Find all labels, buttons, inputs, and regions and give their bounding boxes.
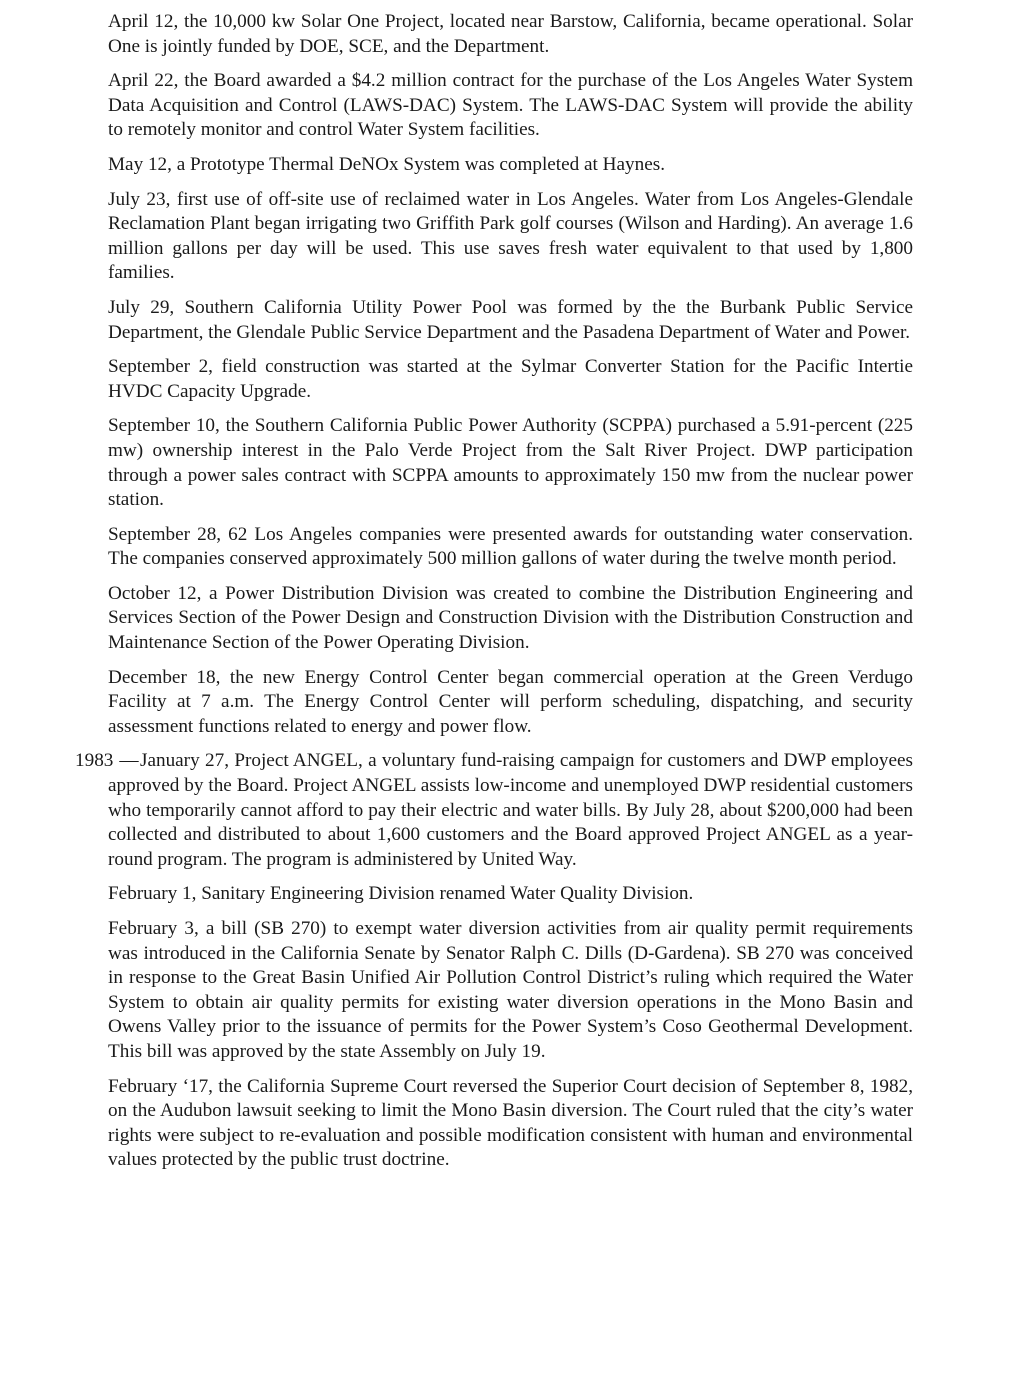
chronology-entries xyxy=(75,10,913,1183)
chronology-entry: December 18, the new Energy Control Center began commercial operation at the Green Verdugo Facility at 7 a.m. The Energy Control Center will perform scheduling, dispatching, and security assessment functions related to energy and power flow. xyxy=(108,666,913,737)
chronology-entry-text: January 27, Project ANGEL, a voluntary fund-raising campaign for customers and DWP employees approved by the Board. Project ANGEL assists low-income and unemployed DWP residential customers who temporarily cannot afford to pay their electric and water bills. By July 28, about $200,000 had been collected and distributed to about 1,600 customers and the Board approved Project ANGEL as a year-round program. The program is administered by United Way. xyxy=(108,750,913,870)
year-dash: — xyxy=(119,750,139,772)
chronology-entry: April 12, the 10,000 kw Solar One Project, located near Barstow, California, became operational. Solar One is jointly funded by DOE, SCE, and the Department. xyxy=(108,11,913,57)
chronology-entry: October 12, a Power Distribution Division was created to combine the Distribution Engineering and Services Section of the Power Design and Construction Division with the Distribution Construction and Maintenance Section of the Power Operating Division. xyxy=(108,582,913,654)
chronology-entry: May 12, a Prototype Thermal DeNOx System was completed at Haynes. xyxy=(108,153,666,175)
chronology-entry: September 28, 62 Los Angeles companies were presented awards for outstanding water conservation. The companies conserved approximately 500 million gallons of water during the twelve month period. xyxy=(108,523,913,570)
chronology-entry: February ‘17, the California Supreme Court reversed the Superior Court decision of September 8, 1982, on the Audubon lawsuit seeking to limit the Mono Basin diversion. The Court ruled that the city’s water rights were subject to re-evaluation and possible modification consistent with human and environmental values protected by the public trust doctrine. xyxy=(108,1075,913,1171)
chronology-entry: July 29, Southern California Utility Power Pool was formed by the the Burbank Public Service Department, the Glendale Public Service Department and the Pasadena Department of Water and Power. xyxy=(108,296,913,343)
chronology-entry: September 10, the Southern California Public Power Authority (SCPPA) purchased a 5.91-percent (225 mw) ownership interest in the Palo Verde Project from the Salt River Project. DWP participation through a power sales contract with SCPPA amounts to approximately 150 mw from the nuclear power station. xyxy=(108,415,913,511)
chronology-entry: February 3, a bill (SB 270) to exempt water diversion activities from air quality permit requirements was introduced in the California Senate by Senator Ralph C. Dills (D-Gardena). SB 270 was conceived in response to the Great Basin Unified Air Pollution Control District’s ruling which required the Water System to obtain air quality permits for existing water diversion operations in the Mono Basin and Owens Valley prior to the issuance of permits for the Power System’s Coso Geothermal Development. This bill was approved by the state Assembly on July 19. xyxy=(108,918,913,1062)
chronology-entry: September 2, field construction was started at the Sylmar Converter Station for the Pacific Intertie HVDC Capacity Upgrade. xyxy=(108,356,913,402)
chronology-entry-year-1983 xyxy=(75,749,913,872)
year-marker xyxy=(75,749,139,774)
chronology-entry: April 22, the Board awarded a $4.2 million contract for the purchase of the Los Angeles Water System Data Acquisition and Control (LAWS-DAC) System. The LAWS-DAC System will provide the ability to remotely monitor and control Water System facilities. xyxy=(108,70,913,141)
year-label: 1983 xyxy=(75,750,114,772)
chronology-entry: July 23, first use of off-site use of reclaimed water in Los Angeles. Water from Los Angeles-Glendale Reclamation Plant began irrigating two Griffith Park golf courses (Wilson and Harding). An average 1.6 million gallons per day will be used. This use saves fresh water equivalent to that used by 1,800 families. xyxy=(108,188,913,284)
chronology-entry: February 1, Sanitary Engineering Division renamed Water Quality Division. xyxy=(108,883,694,905)
